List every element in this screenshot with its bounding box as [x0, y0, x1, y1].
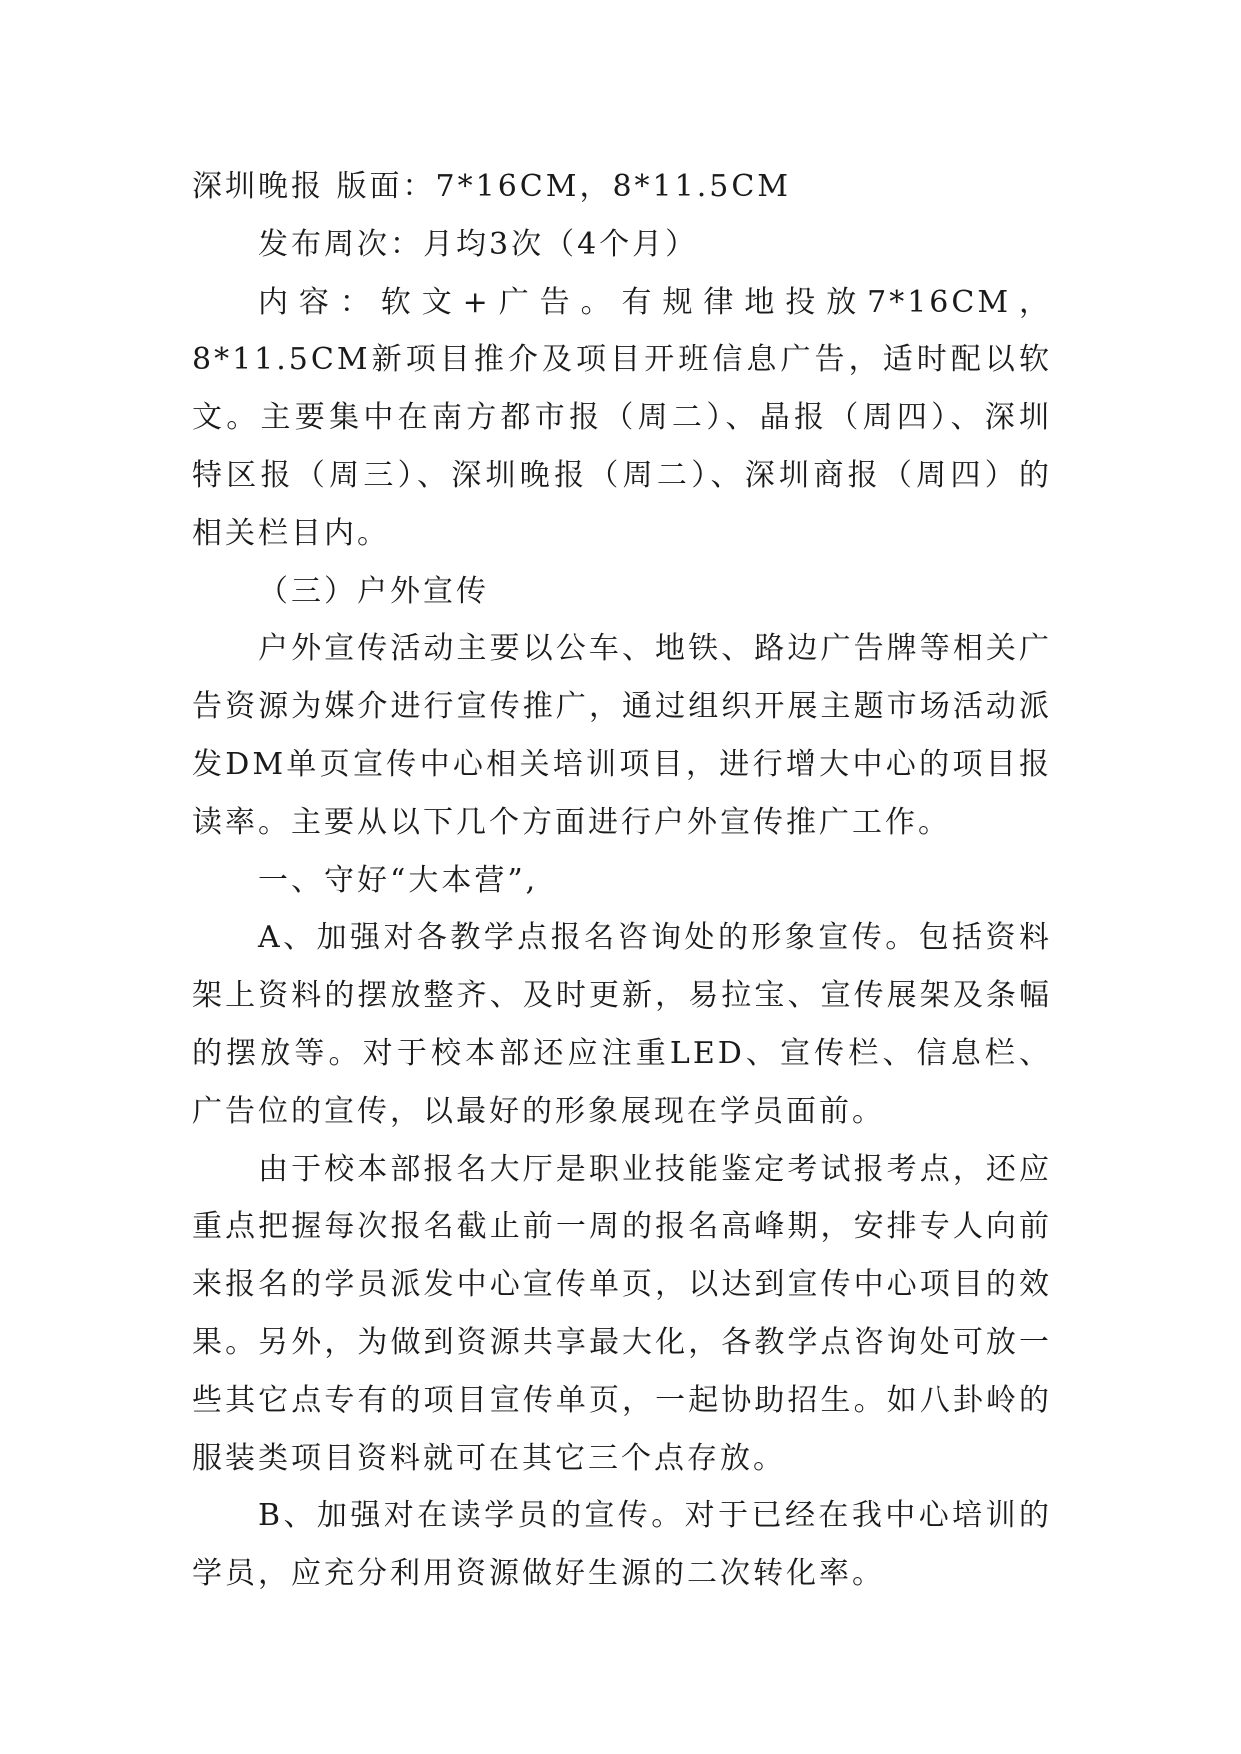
document-body	[192, 158, 1052, 1603]
paragraph-item-b: B、加强对在读学员的宣传。对于已经在我中心培训的学员，应充分利用资源做好生源的二次转化率。	[192, 1498, 1052, 1592]
subheading-base-camp: 一、守好“大本营”,	[258, 862, 539, 898]
paragraph-item-a: A、加强对各教学点报名咨询处的形象宣传。包括资料架上资料的摆放整齐、及时更新，易拉宝、宣传展架及条幅的摆放等。对于校本部还应注重LED、宣传栏、信息栏、广告位的宣传，以最好的形象展现在学员面前。	[192, 920, 1052, 1129]
paragraph-outdoor-intro: 户外宣传活动主要以公车、地铁、路边广告牌等相关广告资源为媒介进行宣传推广，通过组织开展主题市场活动派发DM单页宣传中心相关培训项目，进行增大中心的项目报读率。主要从以下几个方面进行户外宣传推广工作。	[192, 631, 1052, 840]
paragraph-content: 内容：软文+广告。有规律地投放7*16CM，8*11.5CM新项目推介及项目开班信息广告，适时配以软文。主要集中在南方都市报（周二）、晶报（周四）、深圳特区报（周三）、深圳晚报（周二）、深圳商报（周四）的相关栏目内。	[192, 284, 1052, 551]
paragraph-publish-frequency: 发布周次：月均3次（4个月）	[258, 226, 699, 262]
paragraph-newspaper-layout: 深圳晚报 版面：7*16CM，8*11.5CM	[192, 169, 792, 204]
section-heading-outdoor: （三）户外宣传	[258, 573, 489, 609]
paragraph-registration-hall: 由于校本部报名大厅是职业技能鉴定考试报考点，还应重点把握每次报名截止前一周的报名高峰期，安排专人向前来报名的学员派发中心宣传单页，以达到宣传中心项目的效果。另外，为做到资源共享最大化，各教学点咨询处可放一些其它点专有的项目宣传单页，一起协助招生。如八卦岭的服装类项目资料就可在其它三个点存放。	[192, 1151, 1052, 1476]
